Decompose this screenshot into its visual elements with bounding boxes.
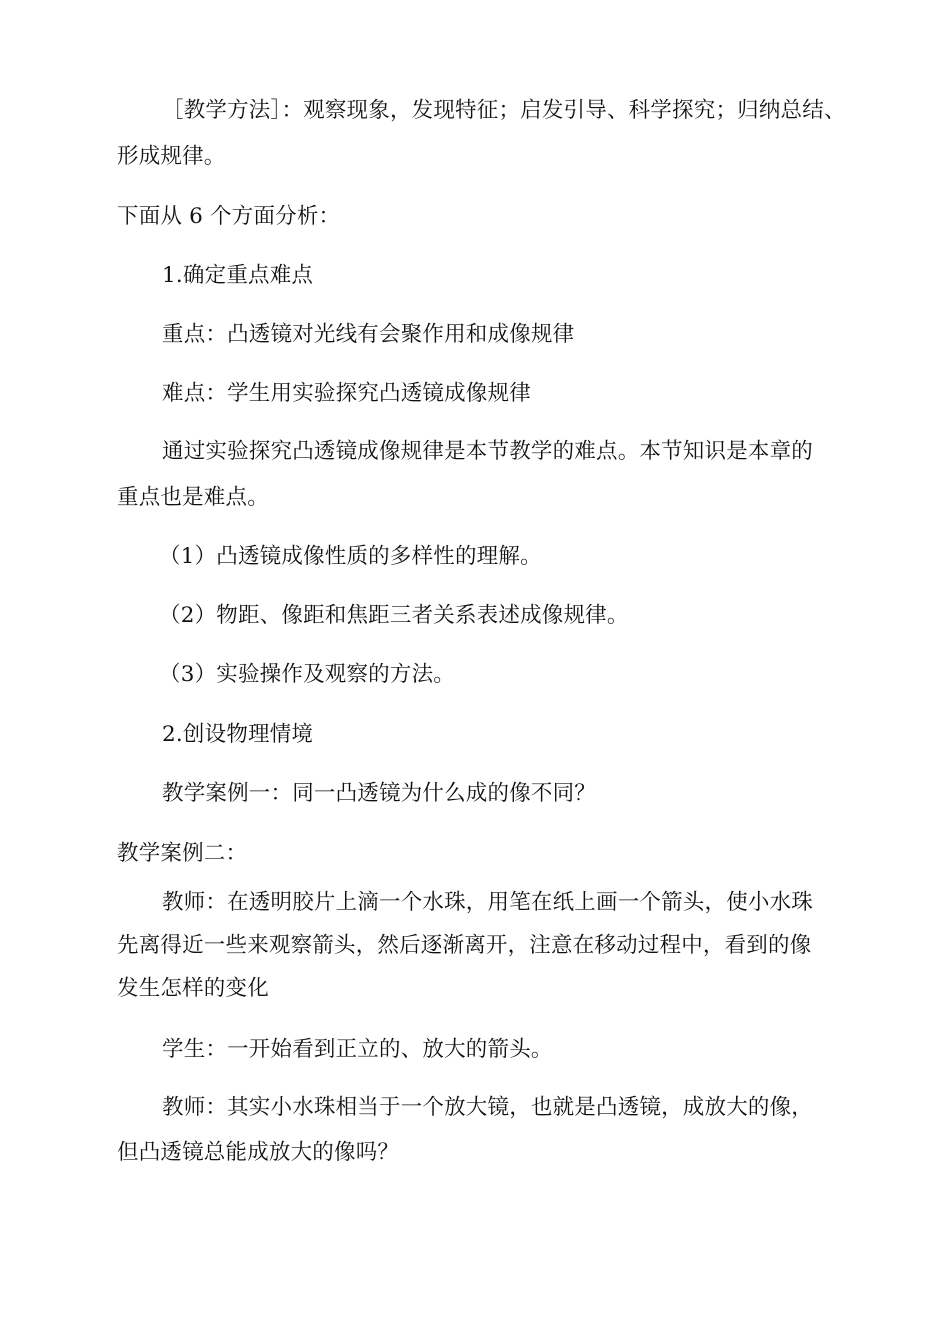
paragraph-teaching-method-line2: 形成规律。 [117,144,226,169]
list-item-1: （1）凸透镜成像性质的多样性的理解。 [159,544,542,569]
list-item-2: （2）物距、像距和焦距三者关系表述成像规律。 [159,603,629,628]
paragraph-teacher-1-line2: 先离得近一些来观察箭头，然后逐渐离开，注意在移动过程中，看到的像 [117,933,812,958]
paragraph-case-one: 教学案例一：同一凸透镜为什么成的像不同？ [162,781,597,806]
paragraph-case-two: 教学案例二： [117,841,248,866]
heading-physics-scenario: 2.创设物理情境 [162,722,314,747]
paragraph-teacher-2-line1: 教师：其实小水珠相当于一个放大镜，也就是凸透镜，成放大的像， [162,1095,814,1120]
paragraph-teacher-2-line2: 但凸透镜总能成放大的像吗？ [117,1140,400,1165]
paragraph-experiment-line2: 重点也是难点。 [117,485,269,510]
heading-key-difficult-points: 1.确定重点难点 [162,263,314,288]
paragraph-six-aspects: 下面从 6 个方面分析： [117,204,341,229]
paragraph-teaching-method-line1: ［教学方法］：观察现象，发现特征；启发引导、科学探究；归纳总结、 [162,98,846,123]
paragraph-key-point: 重点：凸透镜对光线有会聚作用和成像规律 [162,322,575,347]
paragraph-student: 学生：一开始看到正立的、放大的箭头。 [162,1037,553,1062]
paragraph-teacher-1-line1: 教师：在透明胶片上滴一个水珠，用笔在纸上画一个箭头，使小水珠 [162,890,814,915]
paragraph-experiment-line1: 通过实验探究凸透镜成像规律是本节教学的难点。本节知识是本章的 [162,439,814,464]
paragraph-teacher-1-line3: 发生怎样的变化 [117,976,269,1001]
list-item-3: （3）实验操作及观察的方法。 [159,662,455,687]
paragraph-difficult-point: 难点：学生用实验探究凸透镜成像规律 [162,381,531,406]
